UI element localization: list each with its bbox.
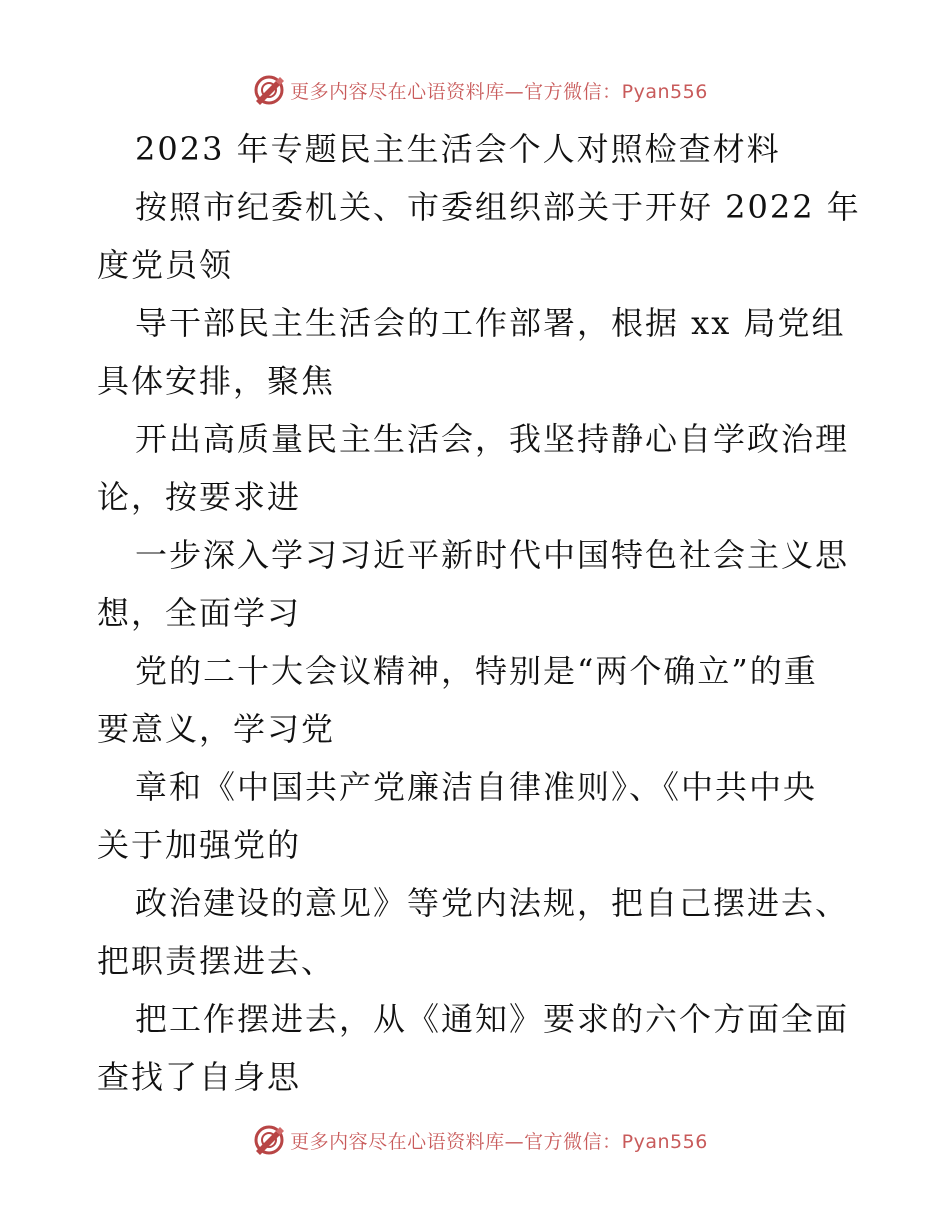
paragraph-line: 把工作摆进去，从《通知》要求的六个方面全面 bbox=[135, 1000, 850, 1038]
header-watermark-inner bbox=[252, 73, 708, 107]
paragraph-line: 查找了自身思 bbox=[97, 1058, 302, 1096]
paragraph-line: 关于加强党的 bbox=[97, 826, 302, 864]
watermark-text: 更多内容尽在心语资料库—官方微信：Pyan556 bbox=[290, 80, 708, 103]
document-body bbox=[97, 120, 861, 1106]
paragraph-line: 把职责摆进去、 bbox=[97, 942, 336, 980]
paragraph-line: 具体安排，聚焦 bbox=[97, 362, 336, 400]
paragraph-line: 度党员领 bbox=[97, 246, 234, 284]
paragraph-line: 2023 年专题民主生活会个人对照检查材料 bbox=[135, 130, 781, 168]
pen-seal-logo-icon bbox=[252, 73, 286, 107]
pen-seal-logo-icon bbox=[252, 1123, 286, 1157]
paragraph-line: 要意义，学习党 bbox=[97, 710, 336, 748]
watermark-text: 更多内容尽在心语资料库—官方微信：Pyan556 bbox=[290, 1130, 708, 1153]
header-watermark bbox=[0, 70, 950, 110]
footer-watermark-inner bbox=[252, 1123, 708, 1157]
footer-watermark bbox=[0, 1120, 950, 1160]
paragraph-line: 想，全面学习 bbox=[97, 594, 302, 632]
paragraph-line: 导干部民主生活会的工作部署，根据 xx 局党组 bbox=[135, 304, 846, 342]
paragraph-line: 开出高质量民主生活会，我坚持静心自学政治理 bbox=[135, 420, 850, 458]
paragraph-line: 论，按要求进 bbox=[97, 478, 302, 516]
paragraph-line: 按照市纪委机关、市委组织部关于开好 2022 年 bbox=[135, 188, 861, 226]
paragraph-line: 章和《中国共产党廉洁自律准则》、《中共中央 bbox=[135, 768, 818, 806]
paragraph-line: 一步深入学习习近平新时代中国特色社会主义思 bbox=[135, 536, 850, 574]
paragraph-line: 党的二十大会议精神，特别是“两个确立”的重 bbox=[135, 652, 818, 690]
paragraph-line: 政治建设的意见》等党内法规，把自己摆进去、 bbox=[135, 884, 850, 922]
